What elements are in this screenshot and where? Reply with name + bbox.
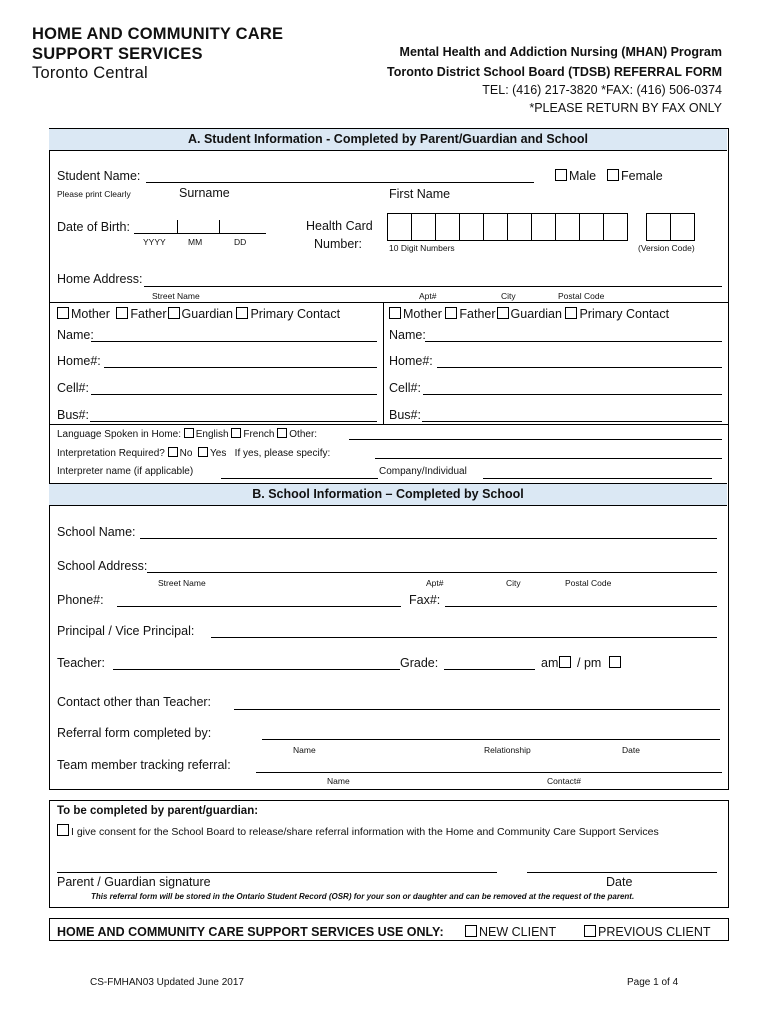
completed-by-field[interactable]	[262, 739, 720, 740]
dob-mm: MM	[188, 237, 203, 247]
contact1-guardian-checkbox[interactable]	[168, 307, 180, 319]
contact2-primary-checkbox[interactable]	[565, 307, 577, 319]
contact1-mother-label: Mother	[71, 307, 110, 321]
form-code: CS-FMHAN03 Updated June 2017	[90, 977, 244, 988]
principal-field[interactable]	[211, 637, 717, 638]
completed-by-date-caption: Date	[622, 745, 640, 755]
dob-divider-1	[177, 220, 178, 233]
completed-by-label: Referral form completed by:	[57, 726, 212, 740]
contact2-guardian-label: Guardian	[510, 307, 562, 321]
teacher-field[interactable]	[113, 669, 400, 670]
female-option[interactable]	[607, 169, 663, 183]
health-card-label-1: Health Card	[306, 219, 373, 233]
contact-numbers: TEL: (416) 217-3820 *FAX: (416) 506-0374	[482, 83, 722, 97]
contact1-bus-label: Bus#:	[57, 408, 89, 422]
print-clearly-hint: Please print Clearly	[57, 189, 131, 199]
school-street-caption: Street Name	[158, 578, 206, 588]
contact2-guardian-checkbox[interactable]	[497, 307, 509, 319]
dob-field[interactable]	[134, 233, 266, 234]
contact2-roles	[389, 307, 669, 321]
team-member-name-caption: Name	[327, 776, 350, 786]
interpretation-specify-field[interactable]	[375, 458, 722, 459]
contact2-home-field[interactable]	[437, 367, 722, 368]
contact1-mother-checkbox[interactable]	[57, 307, 69, 319]
new-client-checkbox[interactable]	[465, 925, 477, 937]
health-card-digit-2[interactable]	[411, 213, 436, 241]
contact1-name-label: Name:	[57, 328, 94, 342]
pm-label: / pm	[577, 656, 602, 670]
french-label: French	[243, 429, 275, 440]
contact2-home-label: Home#:	[389, 354, 433, 368]
am-option[interactable]	[541, 656, 573, 670]
contact2-father-label: Father	[459, 307, 496, 321]
previous-client-option[interactable]	[584, 925, 711, 939]
interpretation-no-label: No	[179, 448, 193, 459]
health-card-digit-9[interactable]	[579, 213, 604, 241]
company-label: Company/Individual	[379, 466, 467, 477]
dob-yyyy: YYYY	[143, 237, 166, 247]
health-card-digit-1[interactable]	[387, 213, 412, 241]
home-address-label: Home Address:	[57, 272, 143, 286]
program-title: Mental Health and Addiction Nursing (MHAN) Program	[399, 45, 722, 59]
principal-label: Principal / Vice Principal:	[57, 624, 195, 638]
contact1-home-field[interactable]	[104, 367, 377, 368]
surname-caption: Surname	[179, 186, 230, 200]
interpretation-label: Interpretation Required?	[57, 448, 165, 459]
health-card-digit-6[interactable]	[507, 213, 532, 241]
previous-client-label: PREVIOUS CLIENT	[598, 925, 711, 939]
team-member-contact-caption: Contact#	[547, 776, 582, 786]
school-address-field[interactable]	[147, 572, 717, 573]
interpreter-name-field[interactable]	[221, 478, 378, 479]
contact1-bus-field[interactable]	[90, 421, 377, 422]
teacher-label: Teacher:	[57, 656, 105, 670]
pm-option[interactable]	[577, 656, 623, 670]
contact1-name-field[interactable]	[91, 341, 377, 342]
dob-label: Date of Birth:	[57, 220, 130, 234]
company-field[interactable]	[483, 478, 712, 479]
contact2-primary-label: Primary Contact	[579, 307, 670, 321]
english-label: English	[195, 429, 229, 440]
new-client-label: NEW CLIENT	[479, 925, 557, 939]
health-card-digit-3[interactable]	[435, 213, 460, 241]
home-city-caption: City	[501, 291, 516, 301]
completed-by-relationship-caption: Relationship	[484, 745, 531, 755]
contact1-father-checkbox[interactable]	[116, 307, 128, 319]
contact1-cell-label: Cell#:	[57, 381, 89, 395]
version-code-caption: (Version Code)	[638, 243, 695, 253]
other-language-label: Other:	[289, 429, 318, 440]
office-use-top	[49, 918, 728, 919]
contact1-guardian-label: Guardian	[181, 307, 233, 321]
contact-grid-bottom	[49, 424, 728, 425]
signature-caption: Parent / Guardian signature	[57, 875, 211, 889]
section-b-header: B. School Information – Completed by School	[49, 483, 727, 506]
fax-field[interactable]	[445, 606, 717, 607]
section-a-header: A. Student Information - Completed by Parent/Guardian and School	[49, 128, 727, 151]
health-card-digit-8[interactable]	[555, 213, 580, 241]
am-label: am	[541, 656, 559, 670]
female-checkbox[interactable]	[607, 169, 619, 181]
french-checkbox[interactable]	[231, 428, 241, 438]
consent-date-field[interactable]	[527, 872, 717, 873]
other-language-checkbox[interactable]	[277, 428, 287, 438]
other-language-field[interactable]	[349, 439, 722, 440]
school-name-field[interactable]	[140, 538, 717, 539]
dob-dd: DD	[234, 237, 247, 247]
contact2-name-label: Name:	[389, 328, 426, 342]
student-name-field[interactable]	[146, 182, 534, 183]
phone-field[interactable]	[117, 606, 401, 607]
consent-text: I give consent for the School Board to release/share referral information with the Home and Community Care Support Services	[71, 826, 659, 838]
contact-grid-top	[49, 302, 728, 303]
male-checkbox[interactable]	[555, 169, 567, 181]
grade-field[interactable]	[444, 669, 535, 670]
org-name-line1: HOME AND COMMUNITY CARE	[32, 25, 284, 43]
signature-field[interactable]	[57, 872, 497, 873]
previous-client-checkbox[interactable]	[584, 925, 596, 937]
grade-label: Grade:	[400, 656, 439, 670]
school-name-label: School Name:	[57, 525, 136, 539]
consent-row[interactable]	[57, 824, 659, 838]
contact-grid-divider	[383, 302, 384, 425]
contact2-mother-checkbox[interactable]	[389, 307, 401, 319]
health-card-digit-10[interactable]	[603, 213, 628, 241]
contact-other-label: Contact other than Teacher:	[57, 695, 212, 709]
fax-label: Fax#:	[409, 593, 441, 607]
first-name-caption: First Name	[389, 187, 451, 201]
language-row	[57, 428, 317, 440]
contact1-home-label: Home#:	[57, 354, 101, 368]
office-use-label: HOME AND COMMUNITY CARE SUPPORT SERVICES USE ONLY:	[57, 925, 444, 939]
consent-date-caption: Date	[606, 875, 633, 889]
if-yes-label: If yes, please specify:	[234, 448, 331, 459]
ten-digit-caption: 10 Digit Numbers	[389, 243, 455, 253]
male-option[interactable]	[555, 169, 596, 183]
home-postal-caption: Postal Code	[558, 291, 605, 301]
version-code-box-2[interactable]	[670, 213, 695, 241]
form-title: Toronto District School Board (TDSB) REFERRAL FORM	[387, 65, 722, 79]
contact2-mother-label: Mother	[403, 307, 442, 321]
female-label: Female	[621, 169, 663, 183]
male-label: Male	[569, 169, 597, 183]
health-card-digit-4[interactable]	[459, 213, 484, 241]
osr-note: This referral form will be stored in the Ontario Student Record (OSR) for your son or daughter and can be removed at the request of the parent.	[91, 892, 635, 901]
home-apt-caption: Apt#	[419, 291, 437, 301]
new-client-option[interactable]	[465, 925, 556, 939]
interpretation-yes-checkbox[interactable]	[198, 447, 208, 457]
interpreter-name-label: Interpreter name (if applicable)	[57, 466, 194, 477]
dob-divider-2	[219, 220, 220, 233]
health-card-label-2: Number:	[314, 237, 362, 251]
team-member-label: Team member tracking referral:	[57, 758, 231, 772]
contact1-roles	[57, 307, 340, 321]
school-address-label: School Address:	[57, 559, 148, 573]
school-city-caption: City	[506, 578, 521, 588]
contact2-bus-label: Bus#:	[389, 408, 421, 422]
team-member-field[interactable]	[256, 772, 722, 773]
english-checkbox[interactable]	[184, 428, 194, 438]
phone-label: Phone#:	[57, 593, 104, 607]
consent-checkbox[interactable]	[57, 824, 69, 836]
contact1-primary-label: Primary Contact	[250, 307, 341, 321]
version-code-box-1[interactable]	[646, 213, 671, 241]
school-apt-caption: Apt#	[426, 578, 444, 588]
org-name-line3: Toronto Central	[32, 64, 148, 82]
contact2-cell-label: Cell#:	[389, 381, 421, 395]
health-card-digit-7[interactable]	[531, 213, 556, 241]
page-number: Page 1 of 4	[627, 977, 679, 988]
am-checkbox[interactable]	[559, 656, 571, 668]
contact1-father-label: Father	[130, 307, 167, 321]
school-postal-caption: Postal Code	[565, 578, 612, 588]
pm-checkbox[interactable]	[609, 656, 621, 668]
home-street-caption: Street Name	[152, 291, 200, 301]
interpretation-row	[57, 447, 330, 459]
home-address-field[interactable]	[144, 286, 722, 287]
contact1-cell-field[interactable]	[91, 394, 377, 395]
interpretation-no-checkbox[interactable]	[168, 447, 178, 457]
interpretation-yes-label: Yes	[210, 448, 227, 459]
contact2-cell-field[interactable]	[423, 394, 722, 395]
student-name-label: Student Name:	[57, 169, 141, 183]
language-label: Language Spoken in Home:	[57, 429, 181, 440]
contact2-father-checkbox[interactable]	[445, 307, 457, 319]
contact1-primary-checkbox[interactable]	[236, 307, 248, 319]
contact2-bus-field[interactable]	[422, 421, 722, 422]
contact-other-field[interactable]	[234, 709, 720, 710]
consent-heading: To be completed by parent/guardian:	[57, 805, 259, 817]
return-instruction: *PLEASE RETURN BY FAX ONLY	[529, 101, 722, 115]
org-name-line2: SUPPORT SERVICES	[32, 45, 203, 63]
completed-by-name-caption: Name	[293, 745, 316, 755]
health-card-digit-5[interactable]	[483, 213, 508, 241]
contact2-name-field[interactable]	[425, 341, 722, 342]
